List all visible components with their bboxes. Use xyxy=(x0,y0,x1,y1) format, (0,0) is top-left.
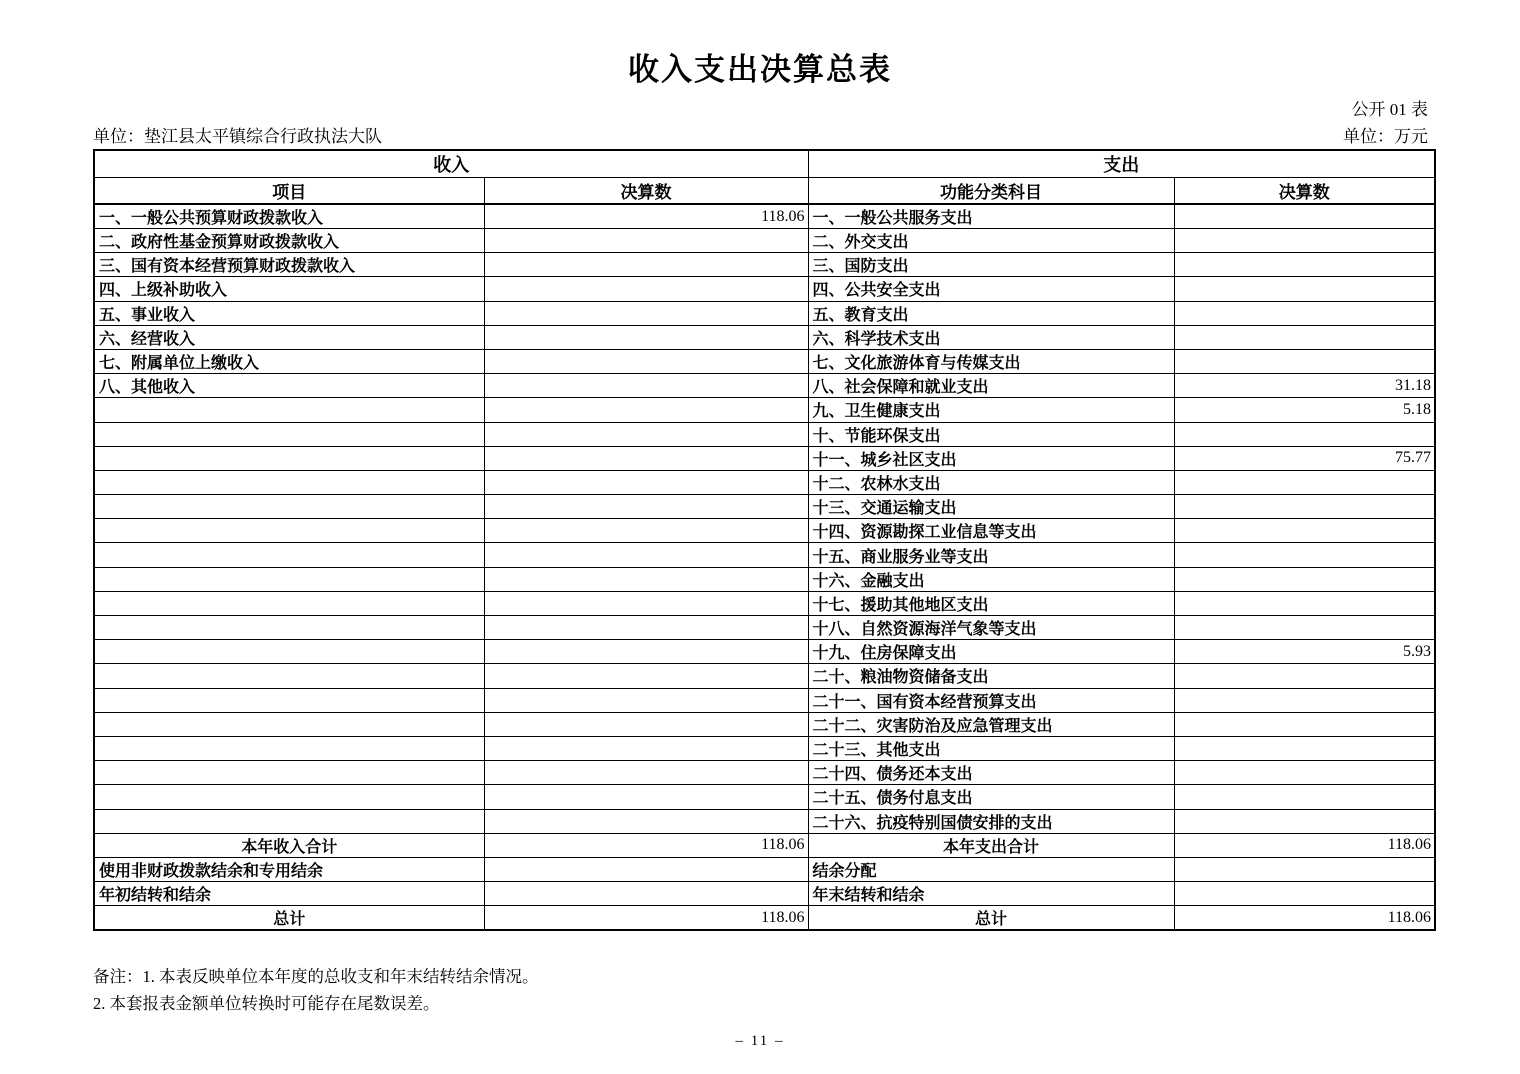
table-row xyxy=(94,688,1435,712)
expense-item-cell: 二、外交支出 xyxy=(808,229,1174,253)
income-item-cell: 二、政府性基金预算财政拨款收入 xyxy=(94,229,484,253)
expense-value-cell xyxy=(1174,567,1435,591)
table-code: 公开 01 表 xyxy=(1351,100,1428,119)
expense-value-cell xyxy=(1174,470,1435,494)
income-value-cell xyxy=(484,567,808,591)
expense-value-cell xyxy=(1174,712,1435,736)
income-value-cell xyxy=(484,253,808,277)
expense-value-cell xyxy=(1174,591,1435,615)
income-item-cell xyxy=(94,785,484,809)
income-value-cell xyxy=(484,640,808,664)
expense-item-cell: 十二、农林水支出 xyxy=(808,470,1174,494)
income-item-cell xyxy=(94,591,484,615)
income-value-cell xyxy=(484,712,808,736)
expense-value-cell xyxy=(1174,253,1435,277)
income-item-cell xyxy=(94,664,484,688)
income-item-cell xyxy=(94,543,484,567)
expense-value-cell xyxy=(1174,857,1435,881)
table-row xyxy=(94,470,1435,494)
income-item-cell: 六、经营收入 xyxy=(94,325,484,349)
table-row xyxy=(94,374,1435,398)
table-row xyxy=(94,664,1435,688)
table-row xyxy=(94,229,1435,253)
note-line-1: 备注：1. 本表反映单位本年度的总收支和年末结转结余情况。 xyxy=(93,967,539,987)
expense-value-cell: 75.77 xyxy=(1174,446,1435,470)
expense-item-cell: 二十三、其他支出 xyxy=(808,736,1174,760)
income-value-cell xyxy=(484,616,808,640)
income-item-cell xyxy=(94,519,484,543)
expense-item-cell: 十三、交通运输支出 xyxy=(808,495,1174,519)
expense-item-cell: 一、一般公共服务支出 xyxy=(808,204,1174,229)
expense-item-cell: 十九、住房保障支出 xyxy=(808,640,1174,664)
income-item-cell: 四、上级补助收入 xyxy=(94,277,484,301)
expense-item-cell: 总计 xyxy=(808,906,1174,931)
income-item-cell xyxy=(94,736,484,760)
expense-item-cell: 二十、粮油物资储备支出 xyxy=(808,664,1174,688)
accounts-table xyxy=(93,149,1436,931)
table-row xyxy=(94,277,1435,301)
expense-item-cell: 八、社会保障和就业支出 xyxy=(808,374,1174,398)
income-value-cell xyxy=(484,519,808,543)
income-value-cell xyxy=(484,736,808,760)
expense-item-cell: 十八、自然资源海洋气象等支出 xyxy=(808,616,1174,640)
income-item-cell: 本年收入合计 xyxy=(94,833,484,857)
expense-amount-header: 决算数 xyxy=(1174,178,1435,205)
expense-value-cell xyxy=(1174,495,1435,519)
income-amount-header: 决算数 xyxy=(484,178,808,205)
income-value-cell xyxy=(484,374,808,398)
unit-name: 单位：垫江县太平镇综合行政执法大队 xyxy=(93,127,382,146)
expense-item-cell: 十五、商业服务业等支出 xyxy=(808,543,1174,567)
table-row xyxy=(94,882,1435,906)
income-item-cell xyxy=(94,712,484,736)
income-value-cell xyxy=(484,761,808,785)
notes xyxy=(93,963,1520,1017)
income-value-cell xyxy=(484,688,808,712)
expense-item-cell: 二十一、国有资本经营预算支出 xyxy=(808,688,1174,712)
expense-value-cell xyxy=(1174,882,1435,906)
table-row xyxy=(94,301,1435,325)
expense-value-cell xyxy=(1174,519,1435,543)
table-row xyxy=(94,616,1435,640)
table-row xyxy=(94,519,1435,543)
expense-item-cell: 十一、城乡社区支出 xyxy=(808,446,1174,470)
income-item-cell: 总计 xyxy=(94,906,484,931)
income-value-cell xyxy=(484,495,808,519)
page-number: – 11 – xyxy=(735,1033,785,1049)
income-value-cell xyxy=(484,543,808,567)
expense-value-cell xyxy=(1174,761,1435,785)
income-value-cell xyxy=(484,470,808,494)
income-item-cell: 七、附属单位上缴收入 xyxy=(94,349,484,373)
income-item-cell xyxy=(94,422,484,446)
table-row xyxy=(94,906,1435,931)
unit-currency: 单位：万元 xyxy=(1343,127,1428,146)
table-row xyxy=(94,712,1435,736)
income-item-header: 项目 xyxy=(94,178,484,205)
expense-item-cell: 十六、金融支出 xyxy=(808,567,1174,591)
income-value-cell xyxy=(484,882,808,906)
table-row xyxy=(94,857,1435,881)
income-value-cell xyxy=(484,349,808,373)
expense-item-cell: 二十二、灾害防治及应急管理支出 xyxy=(808,712,1174,736)
table-row xyxy=(94,204,1435,229)
income-value-cell xyxy=(484,664,808,688)
income-value-cell xyxy=(484,229,808,253)
expense-item-cell: 三、国防支出 xyxy=(808,253,1174,277)
expense-value-cell xyxy=(1174,422,1435,446)
table-row xyxy=(94,398,1435,422)
table-row xyxy=(94,543,1435,567)
expense-banner: 支出 xyxy=(808,150,1435,178)
income-value-cell xyxy=(484,591,808,615)
expense-value-cell: 5.18 xyxy=(1174,398,1435,422)
income-item-cell xyxy=(94,616,484,640)
expense-item-cell: 二十五、债务付息支出 xyxy=(808,785,1174,809)
income-item-cell xyxy=(94,640,484,664)
income-item-cell xyxy=(94,567,484,591)
table-row xyxy=(94,422,1435,446)
expense-value-cell xyxy=(1174,229,1435,253)
expense-item-cell: 年末结转和结余 xyxy=(808,882,1174,906)
table-row xyxy=(94,349,1435,373)
expense-item-cell: 二十四、债务还本支出 xyxy=(808,761,1174,785)
table-row xyxy=(94,761,1435,785)
column-header-row xyxy=(94,178,1435,205)
expense-value-cell xyxy=(1174,301,1435,325)
expense-item-cell: 五、教育支出 xyxy=(808,301,1174,325)
expense-item-cell: 七、文化旅游体育与传媒支出 xyxy=(808,349,1174,373)
expense-value-cell xyxy=(1174,688,1435,712)
table-body xyxy=(94,204,1435,930)
expense-item-cell: 四、公共安全支出 xyxy=(808,277,1174,301)
income-item-cell xyxy=(94,446,484,470)
income-item-cell xyxy=(94,398,484,422)
income-item-cell: 使用非财政拨款结余和专用结余 xyxy=(94,857,484,881)
table-row xyxy=(94,567,1435,591)
income-item-cell xyxy=(94,761,484,785)
table-row xyxy=(94,253,1435,277)
table-row xyxy=(94,833,1435,857)
expense-item-header: 功能分类科目 xyxy=(808,178,1174,205)
income-value-cell xyxy=(484,277,808,301)
income-value-cell: 118.06 xyxy=(484,906,808,931)
note-line-2: 2. 本套报表金额单位转换时可能存在尾数误差。 xyxy=(93,994,440,1014)
expense-value-cell: 31.18 xyxy=(1174,374,1435,398)
income-value-cell: 118.06 xyxy=(484,833,808,857)
expense-item-cell: 十、节能环保支出 xyxy=(808,422,1174,446)
expense-item-cell: 六、科学技术支出 xyxy=(808,325,1174,349)
income-item-cell: 五、事业收入 xyxy=(94,301,484,325)
expense-value-cell xyxy=(1174,204,1435,229)
table-row xyxy=(94,736,1435,760)
income-item-cell xyxy=(94,470,484,494)
expense-item-cell: 二十六、抗疫特别国债安排的支出 xyxy=(808,809,1174,833)
expense-item-cell: 结余分配 xyxy=(808,857,1174,881)
expense-value-cell xyxy=(1174,325,1435,349)
expense-item-cell: 九、卫生健康支出 xyxy=(808,398,1174,422)
banner-row xyxy=(94,150,1435,178)
income-banner: 收入 xyxy=(94,150,808,178)
income-item-cell xyxy=(94,688,484,712)
income-value-cell: 118.06 xyxy=(484,204,808,229)
expense-value-cell xyxy=(1174,543,1435,567)
table-row xyxy=(94,640,1435,664)
table-row xyxy=(94,809,1435,833)
income-value-cell xyxy=(484,325,808,349)
income-item-cell: 一、一般公共预算财政拨款收入 xyxy=(94,204,484,229)
expense-item-cell: 十七、援助其他地区支出 xyxy=(808,591,1174,615)
expense-value-cell: 118.06 xyxy=(1174,906,1435,931)
table-row xyxy=(94,446,1435,470)
page-title: 收入支出决算总表 xyxy=(628,52,892,87)
income-item-cell: 八、其他收入 xyxy=(94,374,484,398)
income-item-cell xyxy=(94,495,484,519)
expense-value-cell xyxy=(1174,277,1435,301)
table-row xyxy=(94,325,1435,349)
expense-value-cell xyxy=(1174,809,1435,833)
income-value-cell xyxy=(484,301,808,325)
expense-value-cell: 5.93 xyxy=(1174,640,1435,664)
income-value-cell xyxy=(484,446,808,470)
expense-item-cell: 十四、资源勘探工业信息等支出 xyxy=(808,519,1174,543)
income-value-cell xyxy=(484,398,808,422)
table-row xyxy=(94,591,1435,615)
unit-row xyxy=(93,122,1428,147)
expense-value-cell xyxy=(1174,349,1435,373)
expense-value-cell xyxy=(1174,664,1435,688)
expense-value-cell xyxy=(1174,736,1435,760)
income-item-cell: 年初结转和结余 xyxy=(94,882,484,906)
expense-value-cell: 118.06 xyxy=(1174,833,1435,857)
income-item-cell xyxy=(94,809,484,833)
expense-value-cell xyxy=(1174,785,1435,809)
income-value-cell xyxy=(484,857,808,881)
income-value-cell xyxy=(484,422,808,446)
income-value-cell xyxy=(484,809,808,833)
table-row xyxy=(94,785,1435,809)
income-item-cell: 三、国有资本经营预算财政拨款收入 xyxy=(94,253,484,277)
income-value-cell xyxy=(484,785,808,809)
expense-item-cell: 本年支出合计 xyxy=(808,833,1174,857)
expense-value-cell xyxy=(1174,616,1435,640)
table-row xyxy=(94,495,1435,519)
